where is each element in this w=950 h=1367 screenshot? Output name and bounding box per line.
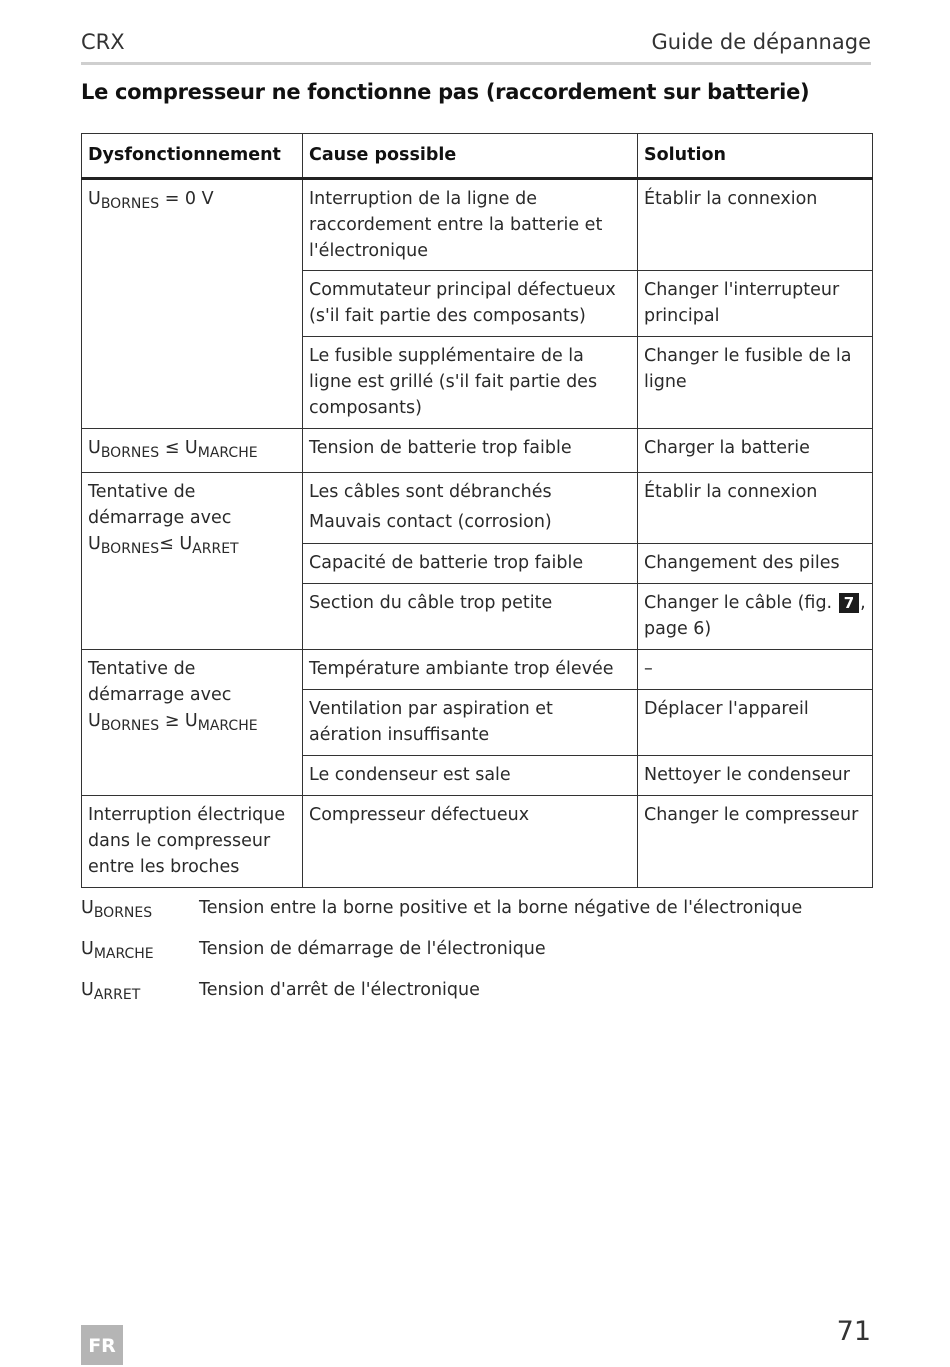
- malfunction-cell: [82, 650, 303, 796]
- legend-description: Tension entre la borne positive et la borne négative de l'électronique: [199, 898, 803, 918]
- cause-cell: Capacité de batterie trop faible: [303, 544, 638, 584]
- header-product-name: CRX: [81, 30, 125, 54]
- voltage-symbol: U: [81, 939, 94, 959]
- cause-cell: Compresseur défectueux: [303, 796, 638, 888]
- cause-cell: [303, 473, 638, 544]
- section-heading: Le compresseur ne fonctionne pas (raccordement sur batterie): [81, 80, 810, 104]
- comparison-operator: ≥: [159, 711, 185, 731]
- table-row: [82, 473, 873, 544]
- voltage-subscript: MARCHE: [197, 445, 258, 461]
- solution-cell: Nettoyer le condenseur: [638, 756, 873, 796]
- legend-description: Tension de démarrage de l'électronique: [199, 939, 546, 959]
- voltage-symbol: U: [88, 189, 101, 209]
- voltage-subscript: BORNES: [100, 541, 160, 557]
- voltage-subscript: MARCHE: [197, 718, 258, 734]
- solution-cell: Changement des piles: [638, 544, 873, 584]
- legend-symbol: [81, 939, 199, 962]
- voltage-subscript: ARRET: [192, 541, 239, 557]
- cause-cell: Le fusible supplémentaire de la ligne est grillé (s'il fait partie des composants): [303, 337, 638, 429]
- language-badge: FR: [81, 1325, 123, 1365]
- cause-line: Mauvais contact (corrosion): [309, 512, 552, 532]
- solution-cell: Établir la connexion: [638, 179, 873, 271]
- solution-text: , page 6): [644, 593, 866, 639]
- cause-cell: Interruption de la ligne de raccordement entre la batterie et l'électronique: [303, 179, 638, 271]
- voltage-symbol: U: [88, 438, 101, 458]
- solution-cell: Déplacer l'appareil: [638, 690, 873, 756]
- comparison-operator: ≤: [159, 534, 180, 554]
- page-header: [81, 28, 871, 65]
- solution-cell: [638, 584, 873, 650]
- solution-cell: Établir la connexion: [638, 473, 873, 544]
- troubleshooting-table: [81, 133, 873, 888]
- voltage-symbol: U: [88, 534, 101, 554]
- figure-reference-badge: 7: [839, 593, 859, 613]
- voltage-symbol: U: [184, 711, 198, 731]
- voltage-symbol: U: [81, 898, 94, 918]
- legend-symbol: [81, 980, 199, 1003]
- malfunction-text: Tentative de démarrage avec: [88, 482, 232, 528]
- header-solution: Solution: [638, 134, 873, 179]
- header-malfunction: Dysfonctionnement: [82, 134, 303, 179]
- malfunction-text: Tentative de démarrage avec: [88, 659, 232, 705]
- malfunction-cell: Interruption électrique dans le compresseur entre les broches: [82, 796, 303, 888]
- voltage-subscript: BORNES: [100, 718, 160, 734]
- table-row: [82, 650, 873, 690]
- voltage-symbol: U: [81, 980, 94, 1000]
- cause-cell: Le condenseur est sale: [303, 756, 638, 796]
- solution-cell: Charger la batterie: [638, 429, 873, 473]
- solution-cell: –: [638, 650, 873, 690]
- voltage-symbol: U: [179, 534, 193, 554]
- voltage-subscript: BORNES: [100, 445, 160, 461]
- table-row: [82, 796, 873, 888]
- voltage-subscript: ARRET: [93, 987, 141, 1003]
- voltage-subscript: BORNES: [93, 905, 153, 921]
- header-cause: Cause possible: [303, 134, 638, 179]
- legend-symbol: [81, 898, 199, 921]
- page-number: 71: [836, 1316, 871, 1347]
- cause-cell: Commutateur principal défectueux (s'il fait partie des composants): [303, 271, 638, 337]
- legend-description: Tension d'arrêt de l'électronique: [199, 980, 480, 1000]
- comparison-operator: ≤: [159, 438, 185, 458]
- solution-text: Changer le câble (fig.: [644, 593, 838, 613]
- solution-cell: Changer l'interrupteur principal: [638, 271, 873, 337]
- table-header-row: [82, 134, 873, 179]
- cause-cell: Ventilation par aspiration et aération insuffisante: [303, 690, 638, 756]
- malfunction-text: = 0 V: [159, 189, 214, 209]
- table-row: [82, 179, 873, 271]
- voltage-symbol: U: [88, 711, 101, 731]
- malfunction-cell: [82, 179, 303, 429]
- malfunction-cell: [82, 473, 303, 650]
- cause-cell: Tension de batterie trop faible: [303, 429, 638, 473]
- voltage-subscript: MARCHE: [93, 946, 154, 962]
- voltage-symbol: U: [184, 438, 198, 458]
- solution-cell: Changer le compresseur: [638, 796, 873, 888]
- table-row: [82, 429, 873, 473]
- voltage-subscript: BORNES: [100, 196, 160, 212]
- solution-cell: Changer le fusible de la ligne: [638, 337, 873, 429]
- header-section-title: Guide de dépannage: [651, 30, 871, 54]
- cause-line: Les câbles sont débranchés: [309, 482, 552, 502]
- cause-cell: Section du câble trop petite: [303, 584, 638, 650]
- cause-cell: Température ambiante trop élevée: [303, 650, 638, 690]
- malfunction-cell: [82, 429, 303, 473]
